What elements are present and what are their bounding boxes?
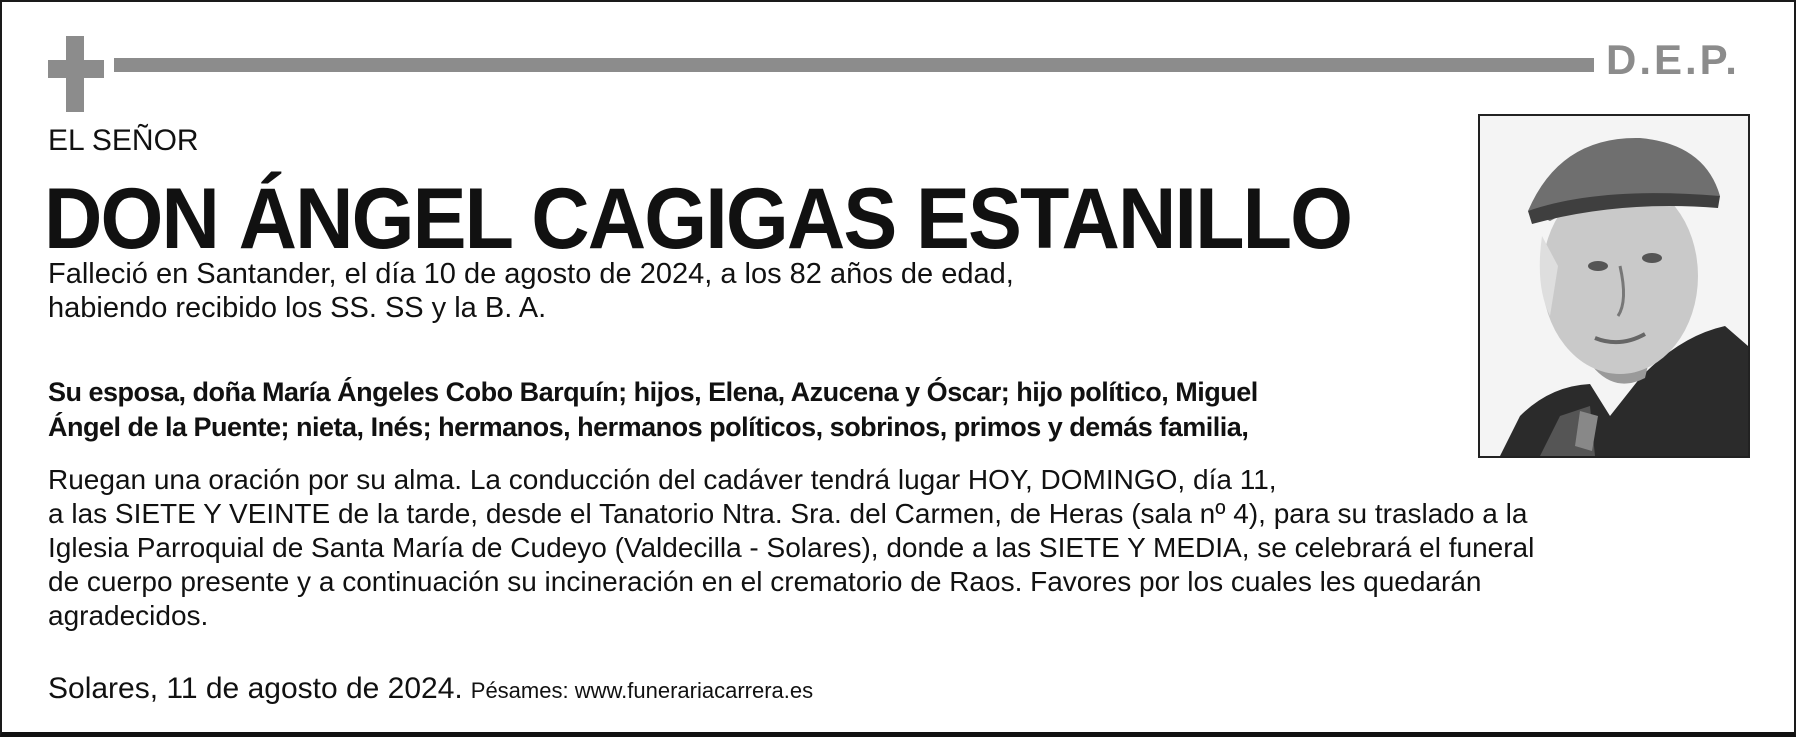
request-line: a las SIETE Y VEINTE de la tarde, desde el Tanatorio Ntra. Sra. del Carmen, de Heras (sala nº 4), para su traslado a la [48,498,1528,529]
portrait-photo [1478,114,1750,458]
deceased-name: DON ÁNGEL CAGIGAS ESTANILLO [44,171,1352,267]
death-notice-line: habiendo recibido los SS. SS y la B. A. [48,292,547,324]
title-prefix: EL SEÑOR [48,124,199,157]
death-notice-line: Falleció en Santander, el día 10 de agosto de 2024, a los 82 años de edad, [48,258,1014,290]
request-line: Ruegan una oración por su alma. La conducción del cadáver tendrá lugar HOY, DOMINGO, día 11, [48,464,1277,495]
condolences-link: Pésames: www.funerariacarrera.es [470,678,814,703]
portrait-icon [1480,116,1748,456]
family-line: Su esposa, doña María Ángeles Cobo Barquín; hijos, Elena, Azucena y Óscar; hijo político, Miguel [48,377,1258,407]
request-line: Iglesia Parroquial de Santa María de Cudeyo (Valdecilla - Solares), donde a las SIETE Y MEDIA, se celebrará el funeral [48,532,1535,563]
cross-icon [48,36,104,112]
request-line: de cuerpo presente y a continuación su incineración en el crematorio de Raos. Favores por los cuales les quedarán [48,566,1482,597]
place-date: Solares, 11 de agosto de 2024. [48,672,463,705]
dep-label: D.E.P. [1606,36,1740,83]
request-line: agradecidos. [48,600,209,631]
footer [48,672,813,706]
header-rule [114,58,1594,72]
family-line: Ángel de la Puente; nieta, Inés; hermanos, hermanos políticos, sobrinos, primos y demás familia, [48,412,1249,442]
